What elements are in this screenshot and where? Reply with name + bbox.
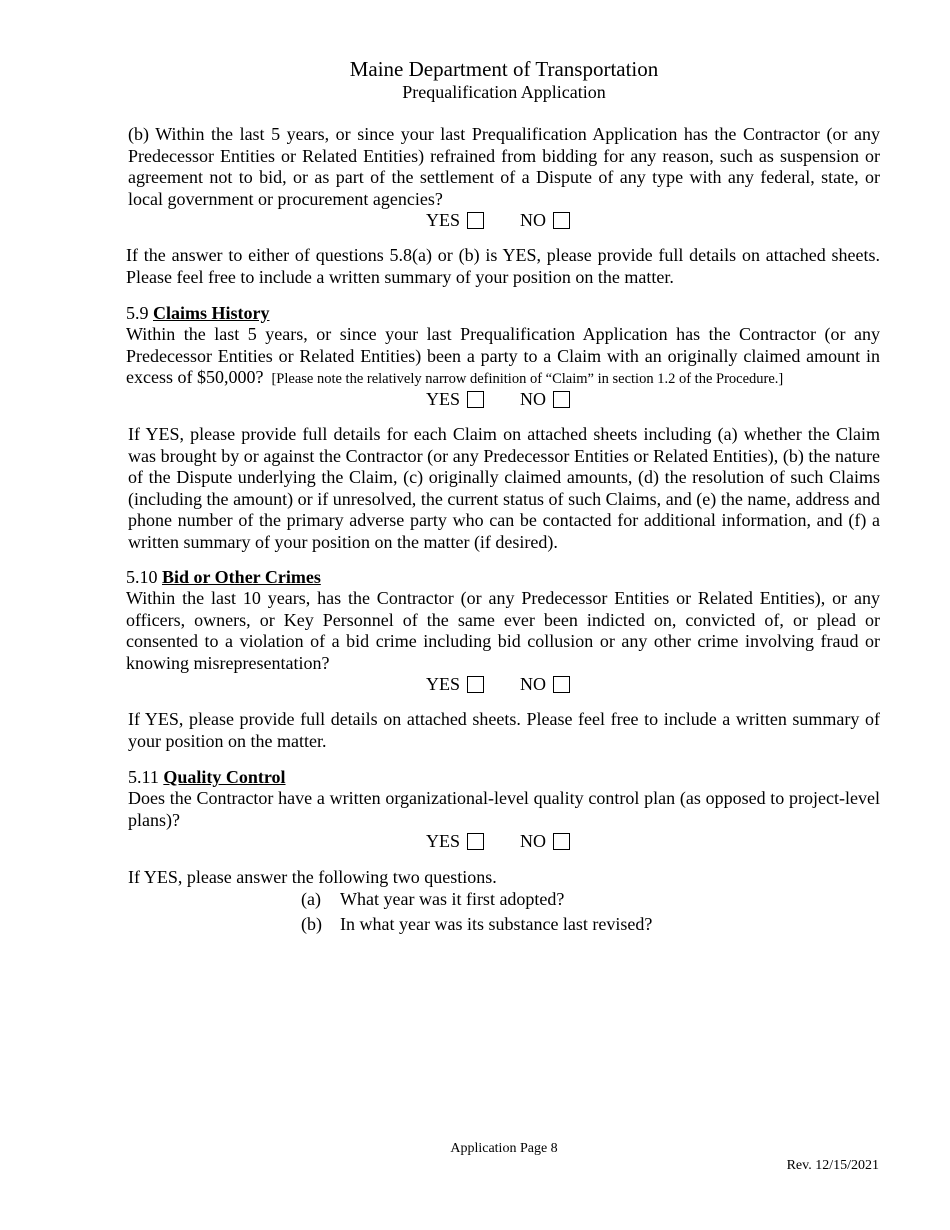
section-heading-5-10 [126,566,321,588]
sub-question-letter: (a) [301,889,321,909]
page-subtitle: Prequalification Application [402,82,606,102]
no-label: NO [520,389,547,409]
no-label: NO [520,831,547,851]
sub-question-b [301,913,652,935]
section-number: 5.10 [126,567,158,587]
section-title: Claims History [153,303,270,323]
sub-question-letter: (b) [301,914,322,934]
no-label: NO [520,210,547,230]
yes-no-5-9 [426,388,570,410]
sub-question-text: What year was it first adopted? [340,889,565,909]
sub-question-text: In what year was its substance last revised? [340,914,653,934]
yes-label: YES [426,389,461,409]
yes-checkbox-5-8b[interactable] [467,212,484,229]
section-heading-5-11 [128,766,286,788]
footer-revision: Rev. 12/15/2021 [786,1158,879,1173]
question-5-9-text: Within the last 5 years, or since your last Prequalification Application has the Contractor (or any Predecessor Entities or Related Entities) been a party to a Claim with an originally claimed amount in excess of $50,000? [126,324,880,387]
yes-no-5-11 [426,830,570,852]
yes-no-5-10 [426,673,570,695]
page-title: Maine Department of Transportation [349,57,659,81]
section-number: 5.11 [128,767,159,787]
no-checkbox-5-8b[interactable] [553,212,570,229]
followup-5-9: If YES, please provide full details for each Claim on attached sheets including (a) whether the Claim was brought by or against the Contractor (or any Predecessor Entities or Related Entities), (b) the nature of the Dispute underlying the Claim, (c) originally claimed amounts, (d) the resolution of such Claims (including the amount) or if unresolved, the current status of such Claims, and (e) the name, address and phone number of the primary adverse party who can be contacted for additional information, and (f) a written summary of your position on the matter (if desired). [128,424,880,552]
section-heading-5-9 [126,302,270,324]
yes-checkbox-5-9[interactable] [467,391,484,408]
followup-5-8: If the answer to either of questions 5.8(a) or (b) is YES, please provide full details on attached sheets. Please feel free to include a written summary of your position on the matter. [126,245,880,287]
claim-definition-note: [Please note the relatively narrow definition of “Claim” in section 1.2 of the Procedure.] [271,371,784,387]
followup-5-11: If YES, please answer the following two questions. [128,867,497,887]
question-5-10: Within the last 10 years, has the Contractor (or any Predecessor Entities or Related Entities), or any officers, owners, or Key Personnel of the same ever been indicted on, convicted of, or plead or consented to a violation of a bid crime including bid collusion or any other crime involving fraud or knowing misrepresentation? [126,588,880,673]
yes-label: YES [426,210,461,230]
question-5-8b-text: (b) Within the last 5 years, or since your last Prequalification Application has the Contractor (or any Predecessor Entities or Related Entities) refrained from bidding for any reason, such as suspension or agreement not to bid, or as part of the settlement of a Dispute of any type with any federal, state, or local government or procurement agencies? [128,124,880,209]
no-checkbox-5-11[interactable] [553,833,570,850]
yes-checkbox-5-10[interactable] [467,676,484,693]
sub-question-a [301,888,564,910]
yes-no-5-8b [426,209,570,231]
footer-page-number: Application Page 8 [450,1141,558,1156]
no-checkbox-5-9[interactable] [553,391,570,408]
no-label: NO [520,674,547,694]
question-5-11: Does the Contractor have a written organizational-level quality control plan (as opposed to project-level plans)? [128,788,880,830]
section-number: 5.9 [126,303,149,323]
yes-label: YES [426,674,461,694]
yes-label: YES [426,831,461,851]
section-title: Quality Control [163,767,286,787]
followup-5-10: If YES, please provide full details on attached sheets. Please feel free to include a written summary of your position on the matter. [128,709,880,751]
yes-checkbox-5-11[interactable] [467,833,484,850]
no-checkbox-5-10[interactable] [553,676,570,693]
section-title: Bid or Other Crimes [162,567,321,587]
question-5-9 [126,324,880,391]
